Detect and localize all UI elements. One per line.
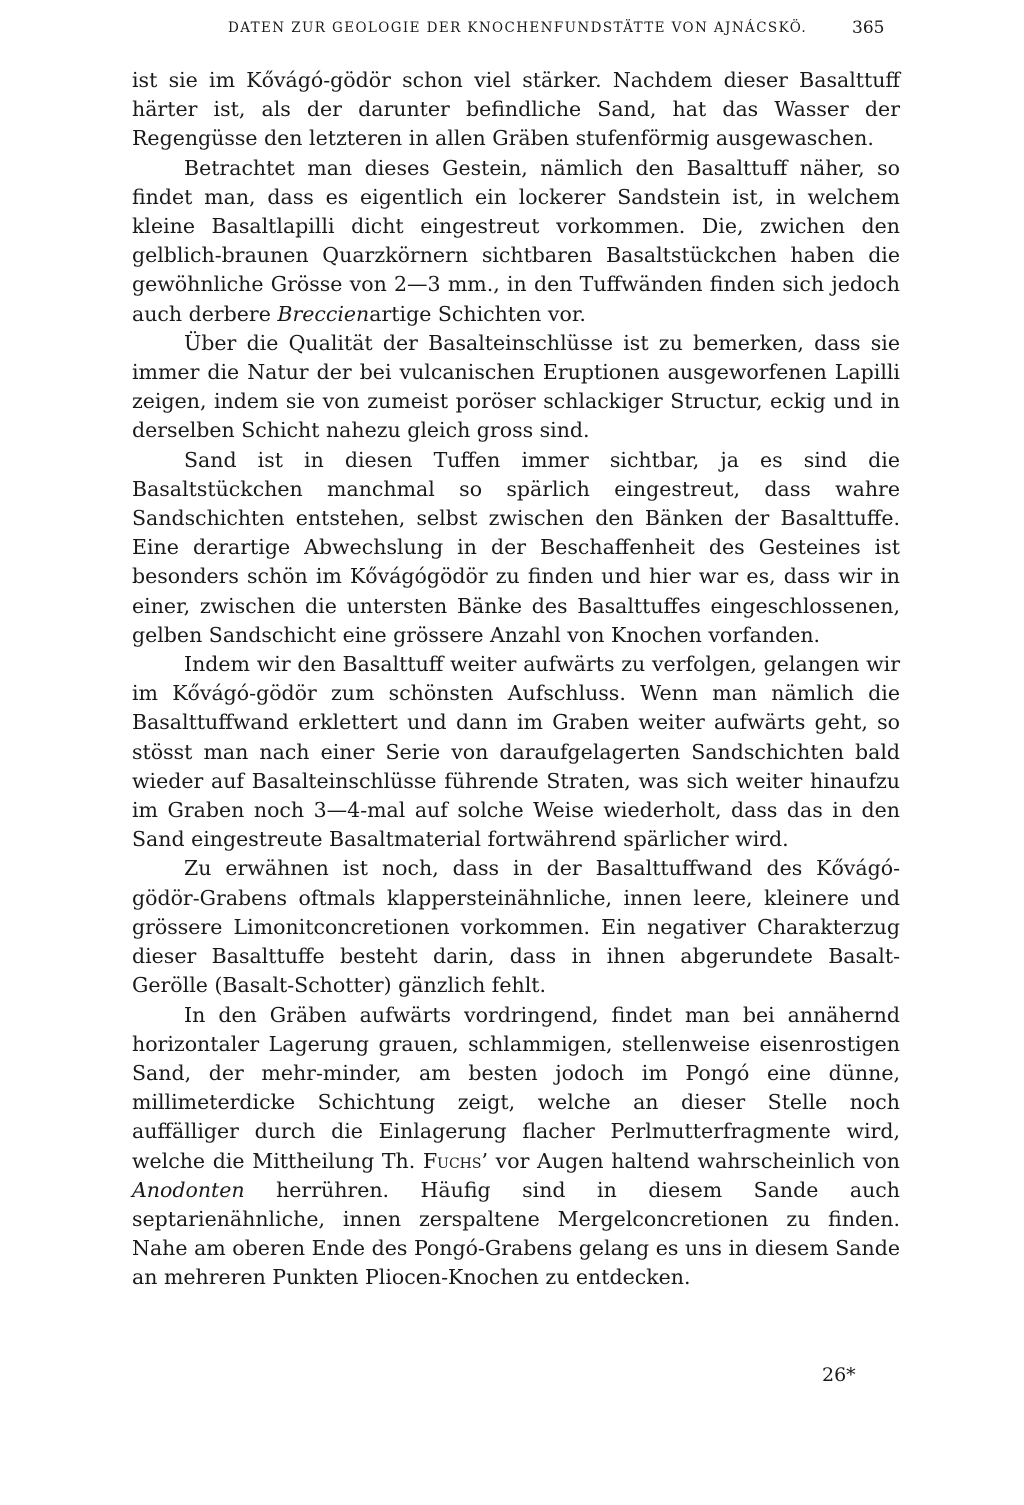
paragraph-2-text-a: Betrachtet man dieses Gestein, nämlich den Basalttuff näher, so findet man, dass es eigentlich ein lockerer Sandstein ist, in welchem kleine Basaltlapilli dicht eingestreut vorkommen. Die, zwichen den gelblich-braunen Quarzkörnern sichtbaren Basaltstückchen haben die gewöhnliche Grösse von 2—3 mm., in den Tuffwänden finden sich jedoch auch derbere <box>132 155 900 326</box>
paragraph-2-italic-term: Breccien <box>277 301 370 326</box>
paragraph-7-text-a: In den Gräben aufwärts vordringend, findet man bei annähernd horizontaler Lagerung grauen, schlammigen, stellenweise eisenrostigen Sand, der mehr-minder, am besten jodoch im Pongó eine dünne, millimeterdicke Schichtung zeigt, welche an dieser Stelle noch auffälliger durch die Einlagerung flacher Perlmutterfragmente wird, welche die Mittheilung Th. <box>132 1002 900 1173</box>
paragraph-7-text-b: ’ vor Augen haltend wahrscheinlich von <box>481 1148 900 1173</box>
paragraph-6-text: Zu erwähnen ist noch, dass in der Basalttuffwand des Kővágó-gödör-Grabens oftmals klappersteinähnliche, innen leere, kleinere und grössere Limonitconcretionen vorkommen. Ein negativer Charakterzug dieser Basalttuffe besteht darin, dass in ihnen abgerundete Basalt-Gerölle (Basalt-Schotter) gänzlich fehlt. <box>132 856 900 998</box>
paragraph-1 <box>132 66 900 154</box>
paragraph-7-italic-term: Anodonten <box>132 1177 245 1202</box>
paragraph-4 <box>132 446 900 650</box>
paragraph-5 <box>132 650 900 854</box>
paragraph-2-text-b: artige Schichten vor. <box>369 301 586 326</box>
signature-mark: 26* <box>822 1364 856 1386</box>
paragraph-7-text-c: herrühren. Häufig sind in diesem Sande auch septarienähnliche, innen zerspaltene Mergelconcretionen zu finden. Nahe am oberen Ende des Pongó-Grabens gelang es uns in diesem Sande an mehreren Punkten Pliocen-Knochen zu entdecken. <box>132 1177 900 1290</box>
paragraph-4-text: Sand ist in diesen Tuffen immer sichtbar, ja es sind die Basaltstückchen manchmal so spärlich eingestreut, dass wahre Sandschichten entstehen, selbst zwischen den Bänken der Basalttuffe. Eine derartige Abwechslung in der Beschaffenheit des Gesteines ist besonders schön im Kővágógödör zu finden und hier war es, dass wir in einer, zwischen die untersten Bänke des Basalttuffes eingeschlossenen, gelben Sandschicht eine grössere Anzahl von Knochen vorfanden. <box>132 447 900 647</box>
paragraph-2 <box>132 154 900 329</box>
paragraph-7 <box>132 1001 900 1293</box>
paragraph-6 <box>132 854 900 1000</box>
running-title: DATEN ZUR GEOLOGIE DER KNOCHENFUNDSTÄTTE VON AJNÁCSKÖ. <box>228 20 808 36</box>
paragraph-1-text: ist sie im Kővágó-gödör schon viel stärker. Nachdem dieser Basalttuff härter ist, als der darunter befindliche Sand, hat das Wasser der Regengüsse den letzteren in allen Gräben stufenförmig ausgewaschen. <box>132 68 900 151</box>
paragraph-3-text: Über die Qualität der Basalteinschlüsse ist zu bemerken, dass sie immer die Natur der bei vulcanischen Eruptionen ausgeworfenen Lapilli zeigen, indem sie von zumeist poröser schlackiger Structur, eckig und in derselben Schicht nahezu gleich gross sind. <box>132 330 900 443</box>
author-name-fuchs: Fuchs <box>422 1148 482 1173</box>
paragraph-5-text: Indem wir den Basalttuff weiter aufwärts zu verfolgen, gelangen wir im Kővágó-gödör zum schönsten Aufschluss. Wenn man nämlich die Basalttuffwand erklettert und dann im Graben weiter aufwärts geht, so stösst man nach einer Serie von daraufgelagerten Sandschichten bald wieder auf Basalteinschlüsse führende Straten, was sich weiter hinaufzu im Graben noch 3—4-mal auf solche Weise wiederholt, dass das in den Sand eingestreute Basaltmaterial fortwährend spärlicher wird. <box>132 652 900 852</box>
body-text <box>132 66 900 1293</box>
paragraph-3 <box>132 329 900 446</box>
page-number: 365 <box>852 18 885 38</box>
